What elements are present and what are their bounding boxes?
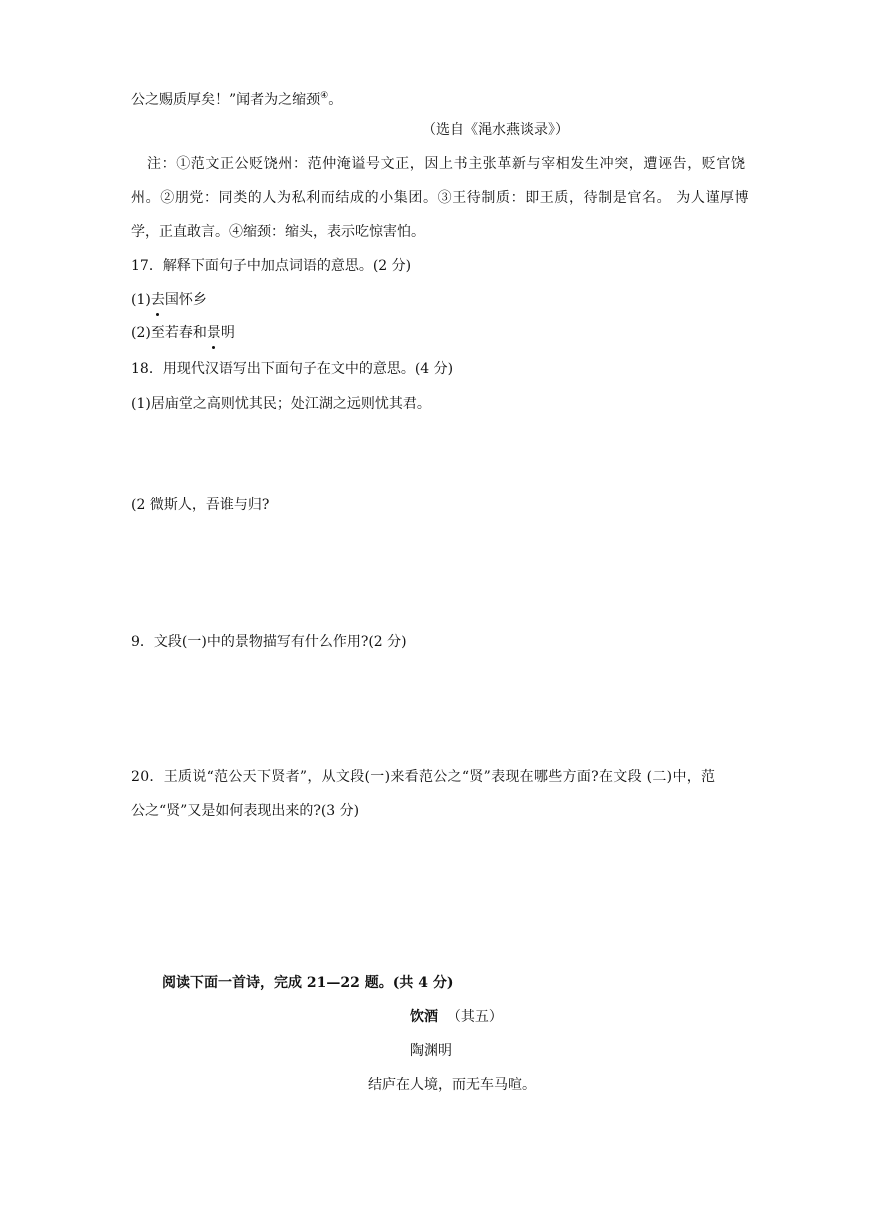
item-prefix: (2)至若春和 (131, 325, 207, 341)
poem-instruction: 阅读下面一首诗，完成 21—22 题。(共 4 分) (162, 975, 454, 991)
notes-line-1: 注：①范文正公贬饶州：范仲淹谥号文正，因上书主张革新与宰相发生冲突，遭诬告，贬官饶 (147, 156, 746, 172)
passage-ending-text: 公之赐质厚矣！”闻者为之缩颈 (131, 92, 321, 108)
question-17-item-2 (131, 323, 235, 343)
poem-author: 陶渊明 (410, 1043, 452, 1059)
poem-title: 饮酒 (410, 1009, 438, 1025)
item-prefix: (1) (131, 292, 151, 308)
poem-line-1: 结庐在人境，而无车马喧。 (368, 1077, 536, 1093)
question-20-line-1: 20．王质说“范公天下贤者”，从文段(一)来看范公之“贤”表现在哪些方面?在文段 (二)中，范 (131, 769, 716, 785)
dotted-word: 去 (150, 292, 165, 308)
question-18-item-1: (1)居庙堂之高则忧其民；处江湖之远则忧其君。 (131, 396, 431, 412)
poem-subtitle: （其五） (446, 1009, 503, 1025)
notes-line-3: 学，正直敢言。④缩颈：缩头，表示吃惊害怕。 (131, 224, 425, 240)
notes-line-2: 州。②朋党：同类的人为私利而结成的小集团。③王待制质：即王质，待制是官名。 为人谨厚博 (131, 190, 750, 206)
question-19-stem: 9．文段(一)中的景物描写有什么作用?(2 分) (131, 634, 407, 650)
poem-title-line (410, 1007, 503, 1027)
question-17-item-1 (131, 290, 207, 310)
footnote-marker: ④ (320, 91, 329, 101)
passage-ending (131, 86, 342, 110)
dotted-word: 景 (206, 325, 221, 341)
question-20-line-2: 公之“贤”又是如何表现出来的?(3 分) (131, 803, 360, 819)
passage-source: （选自《渑水燕谈录》） (422, 122, 569, 138)
question-17-stem: 17．解释下面句子中加点词语的意思。(2 分) (131, 258, 412, 274)
item-suffix: 明 (220, 325, 235, 341)
question-18-item-2: (2 微斯人，吾谁与归? (131, 497, 270, 513)
question-18-stem: 18．用现代汉语写出下面句子在文中的意思。(4 分) (131, 361, 454, 377)
passage-ending-tail: 。 (328, 92, 343, 108)
item-suffix: 国怀乡 (164, 292, 207, 308)
